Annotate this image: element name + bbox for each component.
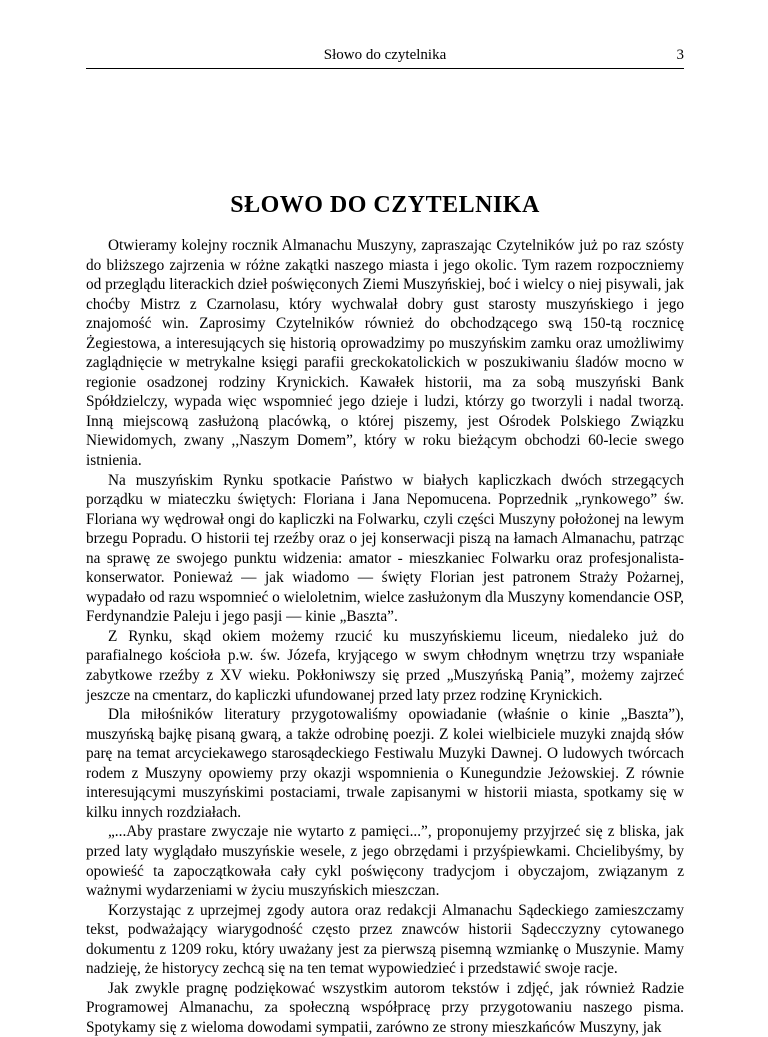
paragraph: Jak zwykle pragnę podziękować wszystkim autorom tekstów i zdjęć, jak również Radzie Programowej Almanachu, za społeczną współpracę przy przygotowaniu naszego pisma. Spotykamy się z wieloma dowodami sympatii, zarówno ze strony mieszkańców Muszyny, jak (86, 979, 684, 1036)
paragraph: Otwieramy kolejny rocznik Almanachu Muszyny, zapraszając Czytelników już po raz szósty do bliższego zajrzenia w różne zakątki naszego miasta i jego okolic. Tym razem rozpoczniemy od przeglądu literackich dzieł poświęconych Ziemi Muszyńskiej, boć i wielcy o niej pisywali, jak choćby Mistrz z Czarnolasu, który wychwalał dobry gust starosty muszyńskiego i jego znajomość win. Zaprosimy Czytelników również do obchodzącego swą 150-tą rocznicę Żegiestowa, a interesujących się historią oprowadzimy po muszyńskim zamku oraz umożliwimy zaglądnięcie w metrykalne księgi parafii greckokatolickich w poszukiwaniu śladów mocno w regionie osadzonej rodziny Krynickich. Kawałek historii, ma za sobą muszyński Bank Spółdzielczy, wypada więc wspomnieć jego dzieje i ludzi, którzy go tworzyli i nadal tworzą. Inną miejscową zasłużoną placówką, o której piszemy, jest Ośrodek Polskiego Związku Niewidomych, zwany ,,Naszym Domem”, który w roku bieżącym obchodzi 60-lecie swego istnienia. (86, 237, 684, 470)
page-title: SŁOWO DO CZYTELNIKA (230, 192, 540, 218)
paragraph: Z Rynku, skąd okiem możemy rzucić ku muszyńskiemu liceum, niedaleko już do parafialnego kościoła p.w. św. Józefa, kryjącego w swym chłodnym wnętrzu trzy wspaniałe zabytkowe rzeźby z XV wieku. Pokłoniwszy się przed „Muszyńską Panią”, możemy zajrzeć jeszcze na cmentarz, do kapliczki ufundowanej przed laty przez rodzinę Krynickich. (86, 627, 684, 704)
paragraph: Korzystając z uprzejmej zgody autora oraz redakcji Almanachu Sądeckiego zamieszczamy tekst, podważający wiarygodność często przez znawców historii Sądecczyzny cytowanego dokumentu z 1209 roku, który uważany jest za pierwszą pisemną wzmiankę o Muszynie. Mamy nadzieję, że historycy zechcą się na ten temat wypowiedzieć i przedstawić swoje racje. (86, 901, 684, 978)
page-number: 3 (676, 47, 684, 63)
paragraph: Dla miłośników literatury przygotowaliśmy opowiadanie (właśnie o kinie „Baszta”), muszyńską bajkę pisaną gwarą, a także odrobinę poezji. Z kolei wielbiciele muzyki znajdą słów parę na temat arcyciekawego starosądeckiego Festiwalu Muzyki Dawnej. O ludowych twórcach rodem z Muszyny opowiemy przy okazji wspomnienia o Kunegundzie Jeżowskiej. Z równie interesującymi muszyńskimi postaciami, trwale zapisanymi w historii miasta, spotkamy się w kilku innych rozdziałach. (86, 706, 684, 821)
paragraph: „...Aby prastare zwyczaje nie wytarto z pamięci...”, proponujemy przyjrzeć się z bliska, jak przed laty wyglądało muszyńskie wesele, z jego obrzędami i przyśpiewkami. Chcielibyśmy, by opowieść ta zapoczątkowała cały cykl poświęcony tradycjom i obyczajom, związanym z ważnymi wydarzeniami w życiu muszyńskich mieszczan. (86, 823, 684, 900)
body-text (86, 236, 684, 1037)
running-header (86, 40, 684, 64)
paragraph: Na muszyńskim Rynku spotkacie Państwo w białych kapliczkach dwóch strzegących porządku w miateczku świętych: Floriana i Jana Nepomucena. Poprzednik „rynkowego” św. Floriana wy wędrował ongi do kapliczki na Folwarku, czyli części Muszyny położonej na lewym brzegu Popradu. O historii tej rzeźby oraz o jej konserwacji piszą na łamach Almanachu, patrząc na sprawę ze swojego punktu widzenia: amator - mieszkaniec Folwarku oraz profesjonalista-konserwator. Ponieważ — jak wiadomo — święty Florian jest patronem Straży Pożarnej, wypadało od razu wspomnieć o wieloletnim, wielce zasłużonym dla Muszyny komendancie OSP, Ferdynandzie Paleju i jego pasji — kinie „Baszta”. (86, 471, 684, 626)
running-title: Słowo do czytelnika (323, 47, 447, 63)
header-rule (86, 68, 684, 69)
